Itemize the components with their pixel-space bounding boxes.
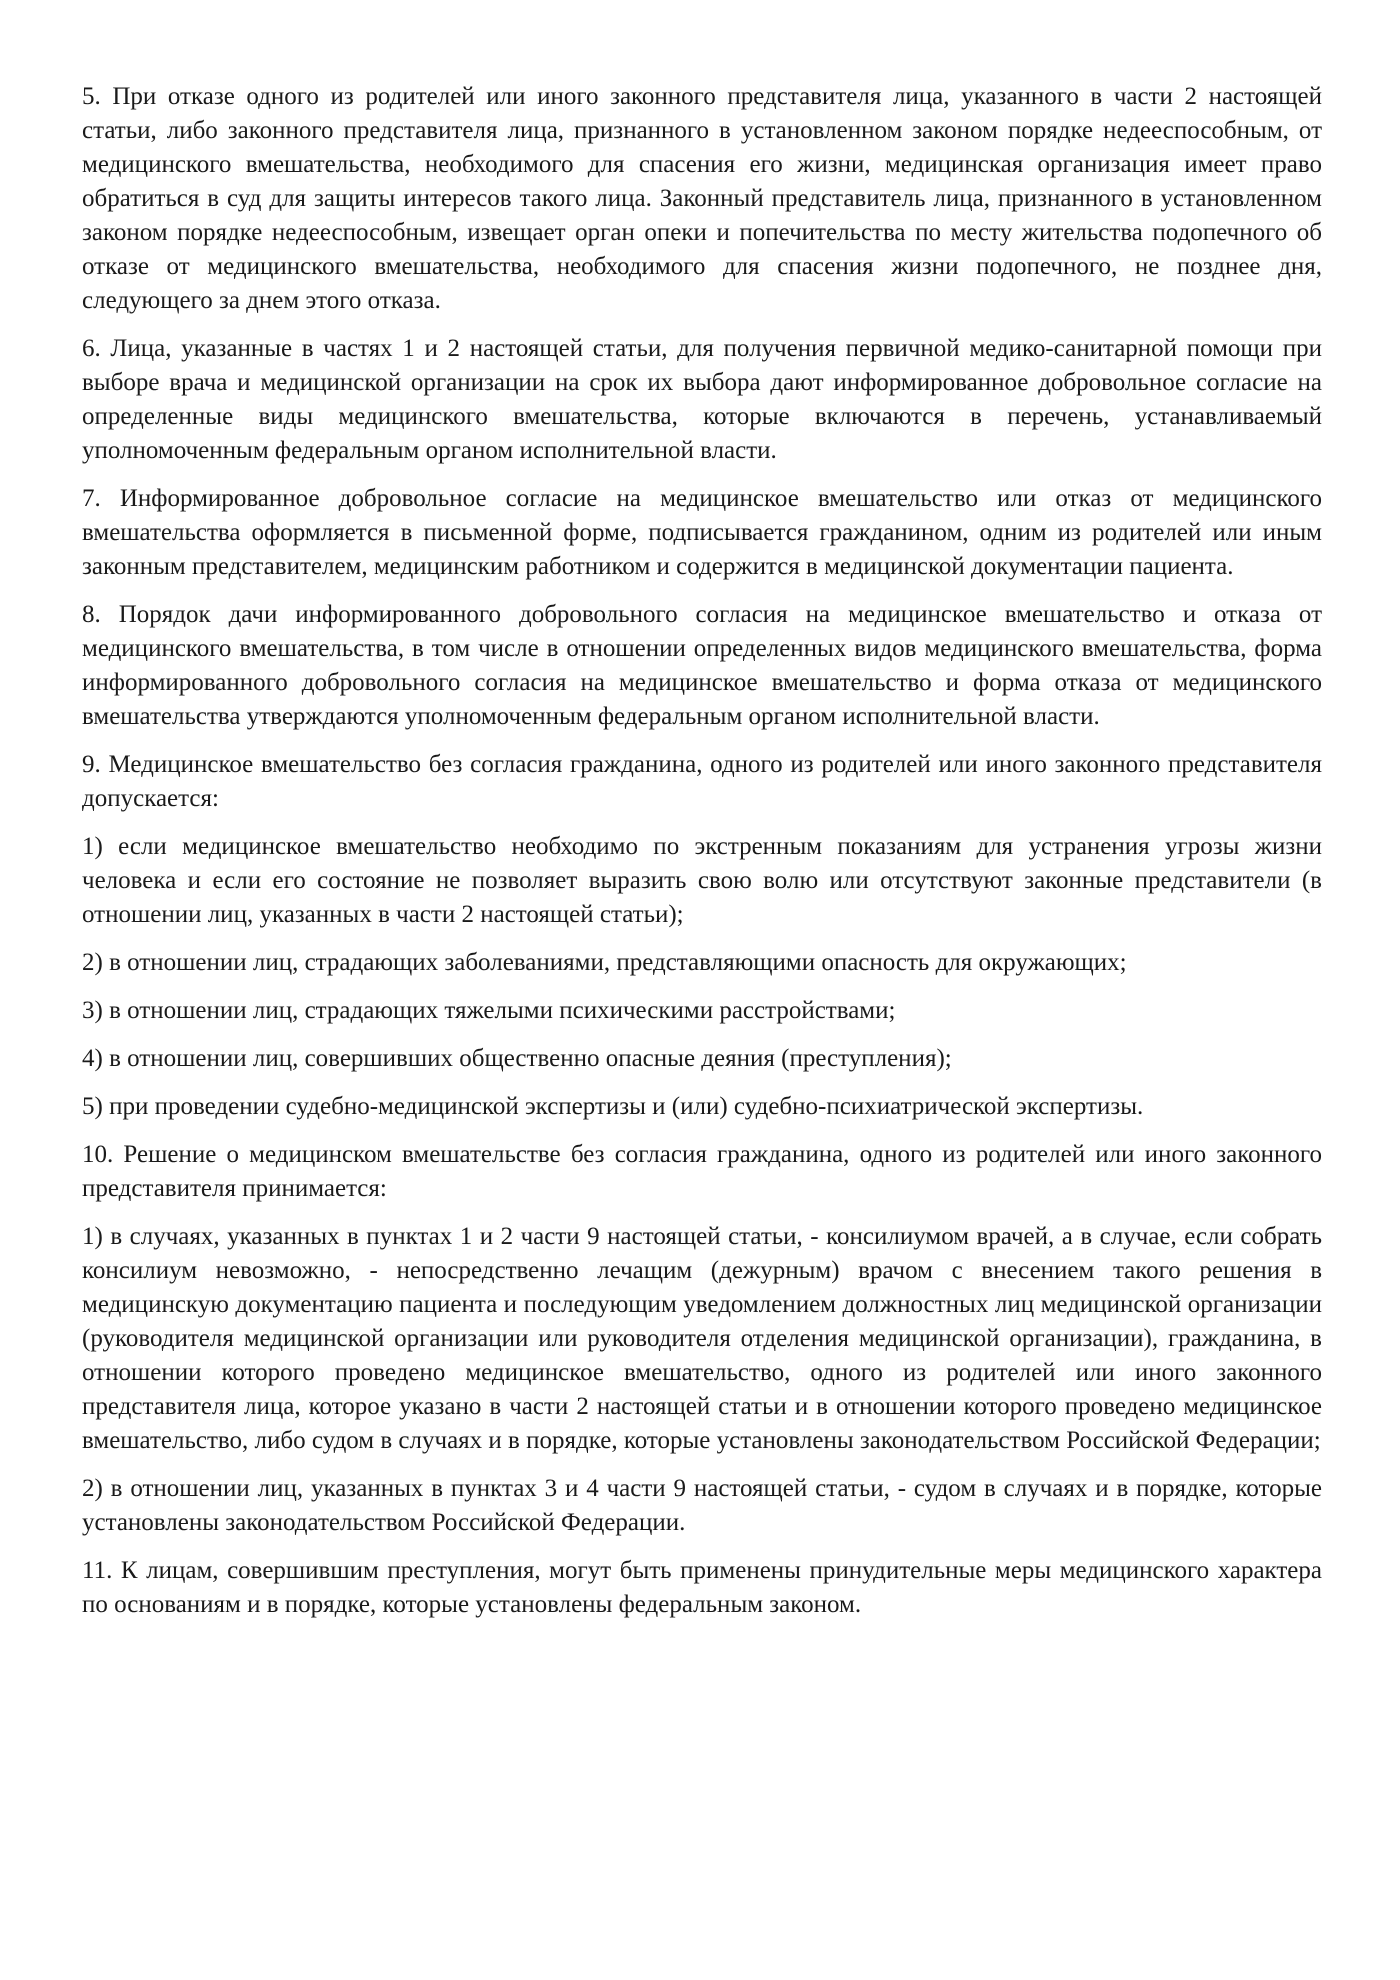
paragraph-10-item-2: 2) в отношении лиц, указанных в пунктах 3 и 4 части 9 настоящей статьи, - судом в случаях и в порядке, которые установлены законодательством Российской Федерации. bbox=[82, 1475, 1322, 1536]
paragraph-9: 9. Медицинское вмешательство без согласия гражданина, одного из родителей или иного законного представителя допускается: bbox=[82, 751, 1322, 812]
paragraph-10: 10. Решение о медицинском вмешательстве без согласия гражданина, одного из родителей или иного законного представителя принимается: bbox=[82, 1141, 1322, 1202]
paragraph-9-item-1: 1) если медицинское вмешательство необходимо по экстренным показаниям для устранения угрозы жизни человека и если его состояние не позволяет выразить свою волю или отсутствуют законные представители (в отношении лиц, указанных в части 2 настоящей статьи); bbox=[82, 833, 1322, 928]
paragraph-9-item-3: 3) в отношении лиц, страдающих тяжелыми психическими расстройствами; bbox=[82, 997, 896, 1024]
paragraph-7: 7. Информированное добровольное согласие на медицинское вмешательство или отказ от медицинского вмешательства оформляется в письменной форме, подписывается гражданином, одним из родителей или иным законным представителем, медицинским работником и содержится в медицинской документации пациента. bbox=[82, 485, 1322, 580]
paragraph-11: 11. К лицам, совершившим преступления, могут быть применены принудительные меры медицинского характера по основаниям и в порядке, которые установлены федеральным законом. bbox=[82, 1557, 1322, 1618]
paragraph-9-item-5: 5) при проведении судебно-медицинской экспертизы и (или) судебно-психиатрической экспертизы. bbox=[82, 1093, 1144, 1120]
paragraph-9-item-4: 4) в отношении лиц, совершивших общественно опасные деяния (преступления); bbox=[82, 1045, 952, 1072]
document-page bbox=[82, 80, 1322, 1636]
paragraph-6: 6. Лица, указанные в частях 1 и 2 настоящей статьи, для получения первичной медико-санитарной помощи при выборе врача и медицинской организации на срок их выбора дают информированное добровольное согласие на определенные виды медицинского вмешательства, которые включаются в перечень, устанавливаемый уполномоченным федеральным органом исполнительной власти. bbox=[82, 335, 1322, 464]
paragraph-10-item-1: 1) в случаях, указанных в пунктах 1 и 2 части 9 настоящей статьи, - консилиумом врачей, а в случае, если собрать консилиум невозможно, - непосредственно лечащим (дежурным) врачом с внесением такого решения в медицинскую документацию пациента и последующим уведомлением должностных лиц медицинской организации (руководителя медицинской организации или руководителя отделения медицинской организации), гражданина, в отношении которого проведено медицинское вмешательство, одного из родителей или иного законного представителя лица, которое указано в части 2 настоящей статьи и в отношении которого проведено медицинское вмешательство, либо судом в случаях и в порядке, которые установлены законодательством Российской Федерации; bbox=[82, 1223, 1322, 1454]
paragraph-9-item-2: 2) в отношении лиц, страдающих заболеваниями, представляющими опасность для окружающих; bbox=[82, 949, 1127, 976]
paragraph-5: 5. При отказе одного из родителей или иного законного представителя лица, указанного в части 2 настоящей статьи, либо законного представителя лица, признанного в установленном законом порядке недееспособным, от медицинского вмешательства, необходимого для спасения его жизни, медицинская организация имеет право обратиться в суд для защиты интересов такого лица. Законный представитель лица, признанного в установленном законом порядке недееспособным, извещает орган опеки и попечительства по месту жительства подопечного об отказе от медицинского вмешательства, необходимого для спасения жизни подопечного, не позднее дня, следующего за днем этого отказа. bbox=[82, 83, 1322, 314]
paragraph-8: 8. Порядок дачи информированного добровольного согласия на медицинское вмешательство и отказа от медицинского вмешательства, в том числе в отношении определенных видов медицинского вмешательства, форма информированного добровольного согласия на медицинское вмешательство и форма отказа от медицинского вмешательства утверждаются уполномоченным федеральным органом исполнительной власти. bbox=[82, 601, 1322, 730]
